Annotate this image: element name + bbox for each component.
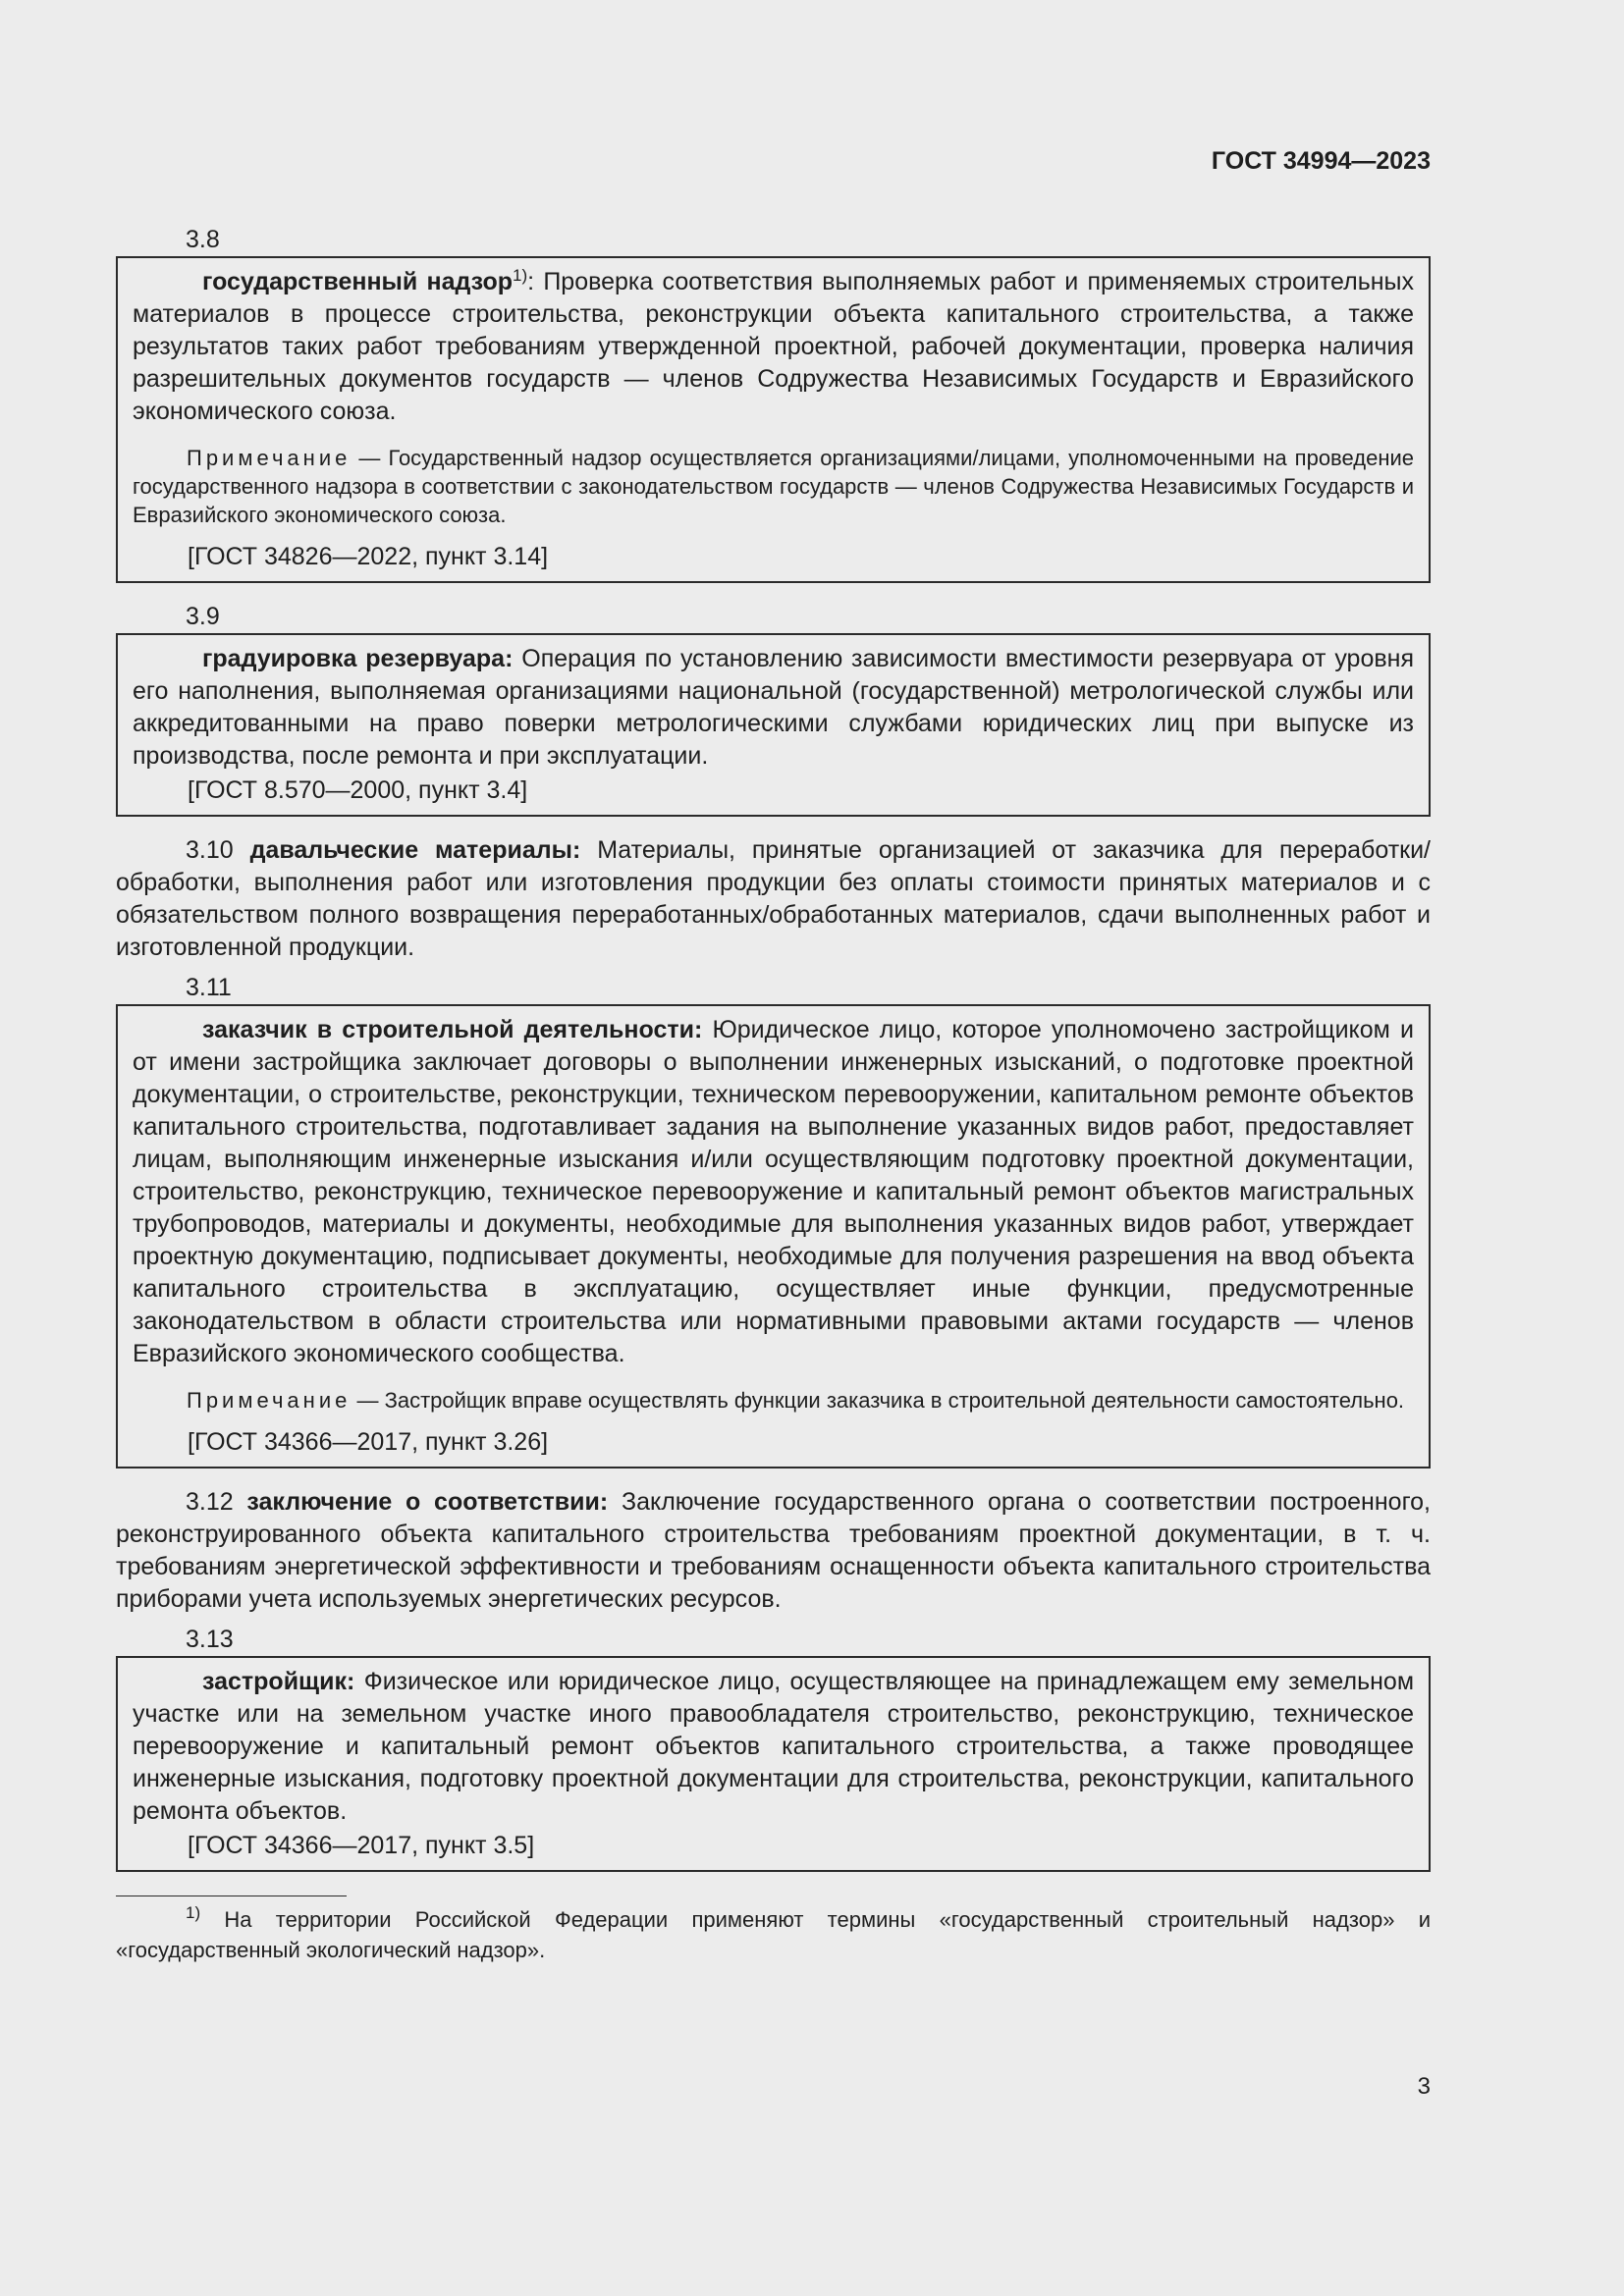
note-label: Примечание [187, 446, 352, 470]
definition [133, 1014, 1414, 1370]
page-content [116, 224, 1431, 1965]
note-text: — Государственный надзор осуществляется организациями/лицами, уполномоченными на проведение государственного надзора в соответствии с законодательством государств — членов Содружества Независимых Государств и Евразийского экономического союза. [133, 446, 1414, 527]
term-box-3-13 [116, 1656, 1431, 1872]
entry-number: 3.8 [186, 226, 220, 253]
term: заказчик в строительной деятельности: [202, 1016, 703, 1043]
term: заключение о соответствии: [246, 1488, 609, 1516]
definition-text: : Проверка соответствия выполняемых работ и применяемых строительных материалов в процессе строительства, реконструкции объекта капитального строительства, а также результатов таких работ требованиям утвержденной проектной, рабочей документации, проверка наличия разрешительных документов государств — членов Содружества Независимых Государств и Евразийского экономического союза. [133, 268, 1414, 425]
entry-number: 3.9 [186, 603, 220, 630]
definition-text: Материалы, принятые организацией от заказчика для переработки/обработки, выполнения работ или изготовления продукции без оплаты стоимости принятых материалов и с обязательством полного возвращения переработанных/обработанных материалов, сдачи выполненных работ и изготовленной продукции. [116, 836, 1431, 961]
definition [133, 1666, 1414, 1828]
definition-3-12 [116, 1486, 1431, 1616]
source-reference: [ГОСТ 34366—2017, пункт 3.26] [188, 1428, 549, 1456]
source-reference: [ГОСТ 34366—2017, пункт 3.5] [188, 1832, 535, 1859]
term-box-3-8 [116, 256, 1431, 583]
source-reference: [ГОСТ 34826—2022, пункт 3.14] [188, 543, 549, 570]
definition-text: Операция по установлению зависимости вместимости резервуара от уровня его наполнения, выполняемая организациями национальной (государственной) метрологической службы или аккредитованными на право поверки метрологическими службами юридических лиц при выпуске из производства, после ремонта и при эксплуатации. [133, 645, 1414, 770]
entry-number: 3.12 [186, 1488, 234, 1516]
note-text: — Застройщик вправе осуществлять функции заказчика в строительной деятельности самостоятельно. [351, 1388, 1405, 1413]
term: государственный надзор [202, 268, 514, 295]
definition-text: Физическое или юридическое лицо, осуществляющее на принадлежащем ему земельном участке или на земельном участке иного правообладателя строительство, реконструкцию, техническое перевооружение и капитальный ремонт объектов капитального строительства, а также проводящее инженерные изыскания, подготовку проектной документации для строительства, реконструкции, капитального ремонта объектов. [133, 1668, 1414, 1825]
note-label: Примечание [187, 1388, 352, 1413]
footnote-text: На территории Российской Федерации применяют термины «государственный строительный надзор» и «государственный экологический надзор». [116, 1907, 1431, 1962]
term: давальческие материалы: [249, 836, 581, 864]
footnote-ref: 1) [513, 266, 528, 285]
note [133, 444, 1414, 529]
definition-3-10 [116, 834, 1431, 964]
term-box-3-9 [116, 633, 1431, 817]
footnote [116, 1904, 1431, 1965]
entry-number: 3.10 [186, 836, 234, 864]
term: градуировка резервуара: [202, 645, 514, 672]
definition [133, 266, 1414, 428]
definition [133, 643, 1414, 773]
entry-number: 3.11 [186, 974, 232, 1001]
term-box-3-11 [116, 1004, 1431, 1468]
definition-text: Заключение государственного органа о соответствии построенного, реконструированного объекта капитального строительства требованиям проектной документации, в т. ч. требованиям энергетической эффективности и требованиям оснащенности объекта капитального строительства приборами учета используемых энергетических ресурсов. [116, 1488, 1431, 1613]
term: застройщик: [202, 1668, 355, 1695]
document-code: ГОСТ 34994—2023 [1211, 147, 1431, 175]
footnote-marker: 1) [186, 1903, 201, 1922]
source-reference: [ГОСТ 8.570—2000, пункт 3.4] [188, 776, 528, 804]
definition-text: Юридическое лицо, которое уполномочено застройщиком и от имени застройщика заключает договоры о выполнении инженерных изысканий, о подготовке проектной документации, о строительстве, реконструкции, техническом перевооружении, капитальном ремонте объектов капитального строительства, подготавливает задания на выполнение указанных видов работ, предоставляет лицам, выполняющим инженерные изыскания и/или осуществляющим подготовку проектной документации, строительство, реконструкцию, техническое перевооружение и капитальный ремонт объектов магистральных трубопроводов, материалы и документы, необходимые для выполнения указанных видов работ, утверждает проектную документацию, подписывает документы, необходимые для получения разрешения на ввод объекта капитального строительства в эксплуатацию, осуществляет иные функции, предусмотренные законодательством в области строительства или нормативными правовыми актами государств — членов Евразийского экономического сообщества. [133, 1016, 1414, 1367]
entry-number: 3.13 [186, 1626, 234, 1653]
page-number: 3 [1417, 2073, 1431, 2100]
note [133, 1386, 1414, 1415]
